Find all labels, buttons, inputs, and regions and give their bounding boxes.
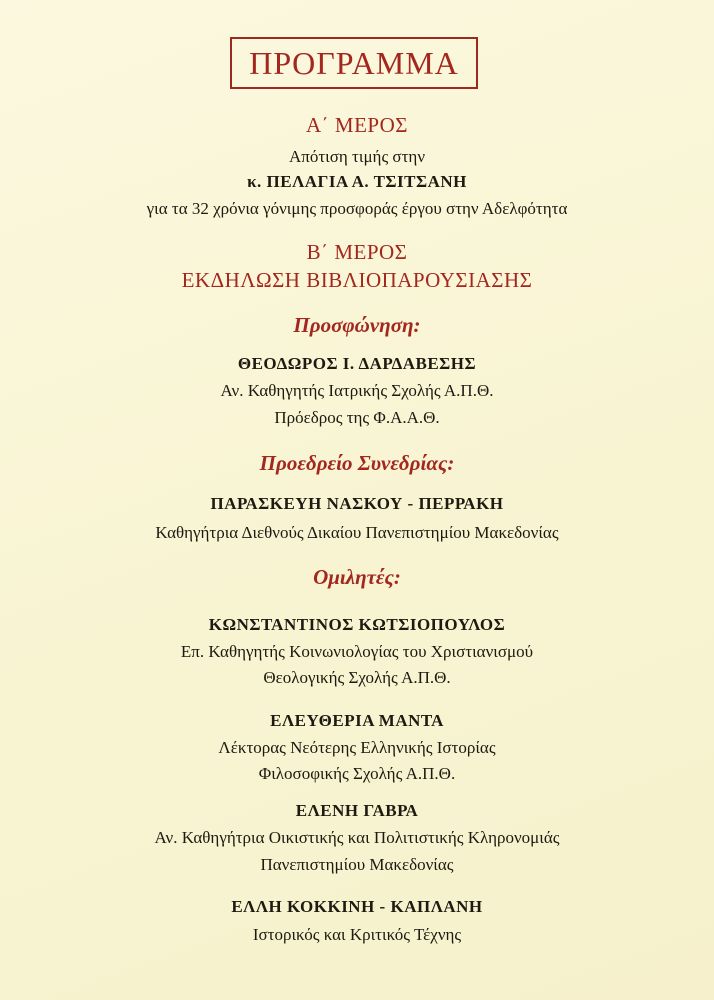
- page-title: ΠΡΟΓΡΑΜΜΑ: [249, 45, 459, 81]
- speaker-name: ΕΛΕΥΘΕΡΙΑ ΜΑΝΤΑ: [270, 711, 444, 730]
- speaker-role: Πανεπιστημίου Μακεδονίας: [260, 855, 454, 874]
- chair-name: ΠΑΡΑΣΚΕΥΗ ΝΑΣΚΟΥ - ΠΕΡΡΑΚΗ: [210, 494, 504, 513]
- speaker-role: Φιλοσοφικής Σχολής Α.Π.Θ.: [258, 764, 456, 783]
- speaker-name: ΕΛΕΝΗ ΓΑΒΡΑ: [295, 801, 419, 820]
- speaker-role: Θεολογικής Σχολής Α.Π.Θ.: [263, 668, 451, 687]
- speakers-label: Ομιλητές:: [313, 565, 401, 589]
- part-a-heading: Α΄ ΜΕΡΟΣ: [306, 113, 408, 137]
- speaker-name: ΕΛΛΗ ΚΟΚΚΙΝΗ - ΚΑΠΛΑΝΗ: [231, 897, 483, 916]
- speaker-role: Επ. Καθηγητής Κοινωνιολογίας του Χριστιανισμού: [180, 642, 534, 661]
- part-a-line1: Απότιση τιμής στην: [288, 147, 426, 166]
- part-b-subheading: ΕΚΔΗΛΩΣΗ ΒΙΒΛΙΟΠΑΡΟΥΣΙΑΣΗΣ: [181, 268, 533, 292]
- speaker-name: ΚΩΝΣΤΑΝΤΙΝΟΣ ΚΩΤΣΙΟΠΟΥΛΟΣ: [208, 615, 506, 634]
- speaker-role: Αν. Καθηγήτρια Οικιστικής και Πολιτιστικής Κληρονομιάς: [154, 828, 560, 847]
- chair-label: Προεδρείο Συνεδρίας:: [259, 451, 455, 475]
- greeting-label: Προσφώνηση:: [293, 313, 421, 337]
- part-b-heading: Β΄ ΜΕΡΟΣ: [306, 240, 408, 264]
- title-box: [230, 37, 478, 89]
- greeting-name: ΘΕΟΔΩΡΟΣ Ι. ΔΑΡΔΑΒΕΣΗΣ: [237, 354, 477, 373]
- greeting-role2: Πρόεδρος της Φ.Α.Α.Θ.: [274, 408, 440, 427]
- chair-role1: Καθηγήτρια Διεθνούς Δικαίου Πανεπιστημίου Μακεδονίας: [155, 523, 559, 542]
- part-a-honoree: κ. ΠΕΛΑΓΙΑ Α. ΤΣΙΤΣΑΝΗ: [247, 172, 467, 191]
- speaker-role: Λέκτορας Νεότερης Ελληνικής Ιστορίας: [218, 738, 496, 757]
- speaker-role: Ιστορικός και Κριτικός Τέχνης: [252, 925, 462, 944]
- part-a-line3: για τα 32 χρόνια γόνιμης προσφοράς έργου στην Αδελφότητα: [146, 199, 568, 218]
- greeting-role1: Αν. Καθηγητής Ιατρικής Σχολής Α.Π.Θ.: [220, 381, 494, 400]
